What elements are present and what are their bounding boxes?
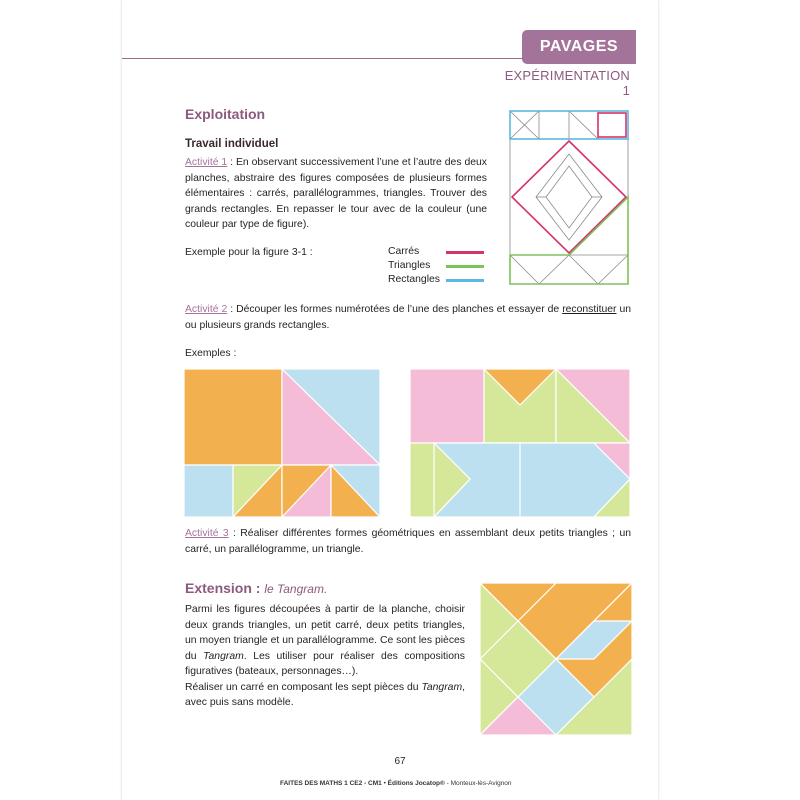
activity1-paragraph xyxy=(185,155,487,233)
extension-p1-after: . Les utiliser pour réaliser des compositions figuratives (bateaux, personnages…). xyxy=(185,650,465,677)
exploitation-heading: Exploitation xyxy=(185,106,266,122)
footer-book: FAITES DES MATHS 1 xyxy=(280,780,348,787)
tangram-illustration xyxy=(480,583,632,735)
activity3-paragraph xyxy=(185,526,631,557)
footer-separator: • xyxy=(383,780,386,787)
examples-label: Exemples : xyxy=(185,348,237,359)
activity2-text-after: un ou plusieurs grands rectangles. xyxy=(185,304,632,331)
figure-3-1-diagram xyxy=(508,110,630,286)
legend-rectangles-label: Rectangles xyxy=(388,274,440,285)
extension-subtitle: le Tangram. xyxy=(264,582,328,596)
legend-squares-swatch xyxy=(446,251,484,254)
activity2-label: Activité 2 xyxy=(185,304,228,315)
legend-squares-label: Carrés xyxy=(388,246,420,257)
extension-heading xyxy=(185,580,327,596)
activity1-text: : En observant successivement l’une et l’autre des deux planches, abstraire des figures composées de plusieurs formes élémentaires : carrés, parallélogrammes, triangles. Trouver des grands rectangles. En repasser le tour avec de la couleur (une couleur par type de figure). xyxy=(185,157,487,230)
footer-publisher: Éditions Jocatop® xyxy=(387,780,445,787)
page-number: 67 xyxy=(394,756,406,767)
example-label: Exemple pour la figure 3-1 : xyxy=(185,247,313,258)
activity1-label: Activité 1 xyxy=(185,157,228,168)
footer-place: - Monteux-lès-Avignon xyxy=(444,780,512,787)
example-rectangle-1 xyxy=(184,369,380,517)
legend-triangles-swatch xyxy=(446,265,484,268)
activity3-label: Activité 3 xyxy=(185,528,229,539)
legend-triangles-label: Triangles xyxy=(388,260,431,271)
footer xyxy=(280,780,512,787)
extension-paragraph xyxy=(185,602,465,711)
extension-p1-italic: Tangram xyxy=(203,650,244,662)
extension-p2-italic: Tangram xyxy=(421,681,463,693)
subsection-title: EXPÉRIMENTATION 1 xyxy=(504,68,630,98)
header-rule xyxy=(122,58,542,59)
activity2-paragraph xyxy=(185,302,631,333)
section-banner: PAVAGES xyxy=(522,30,636,64)
extension-p2-after: , avec puis sans modèle. xyxy=(185,681,465,708)
example-rectangle-2 xyxy=(410,369,630,517)
extension-title: Extension : xyxy=(185,580,265,596)
extension-p2-before: Réaliser un carré en composant les sept pièces du xyxy=(185,681,422,693)
extension-p1-before: Parmi les figures découpées à partir de la planche, choisir deux grands triangles, un petit carré, deux petits triangles, un moyen triangle et un parallélogramme. Ce sont les pièces du xyxy=(185,604,465,662)
legend-rectangles-swatch xyxy=(446,279,484,282)
work-heading: Travail individuel xyxy=(185,138,279,150)
footer-level: CE2 - CM1 xyxy=(349,780,382,787)
activity2-underlined: reconstituer xyxy=(562,304,617,315)
activity2-text-before: : Découper les formes numérotées de l’une des planches et essayer de xyxy=(227,304,563,315)
activity3-text: : Réaliser différentes formes géométriques en assemblant deux petits triangles ; un carré, un parallélogramme, un triangle. xyxy=(185,528,632,555)
